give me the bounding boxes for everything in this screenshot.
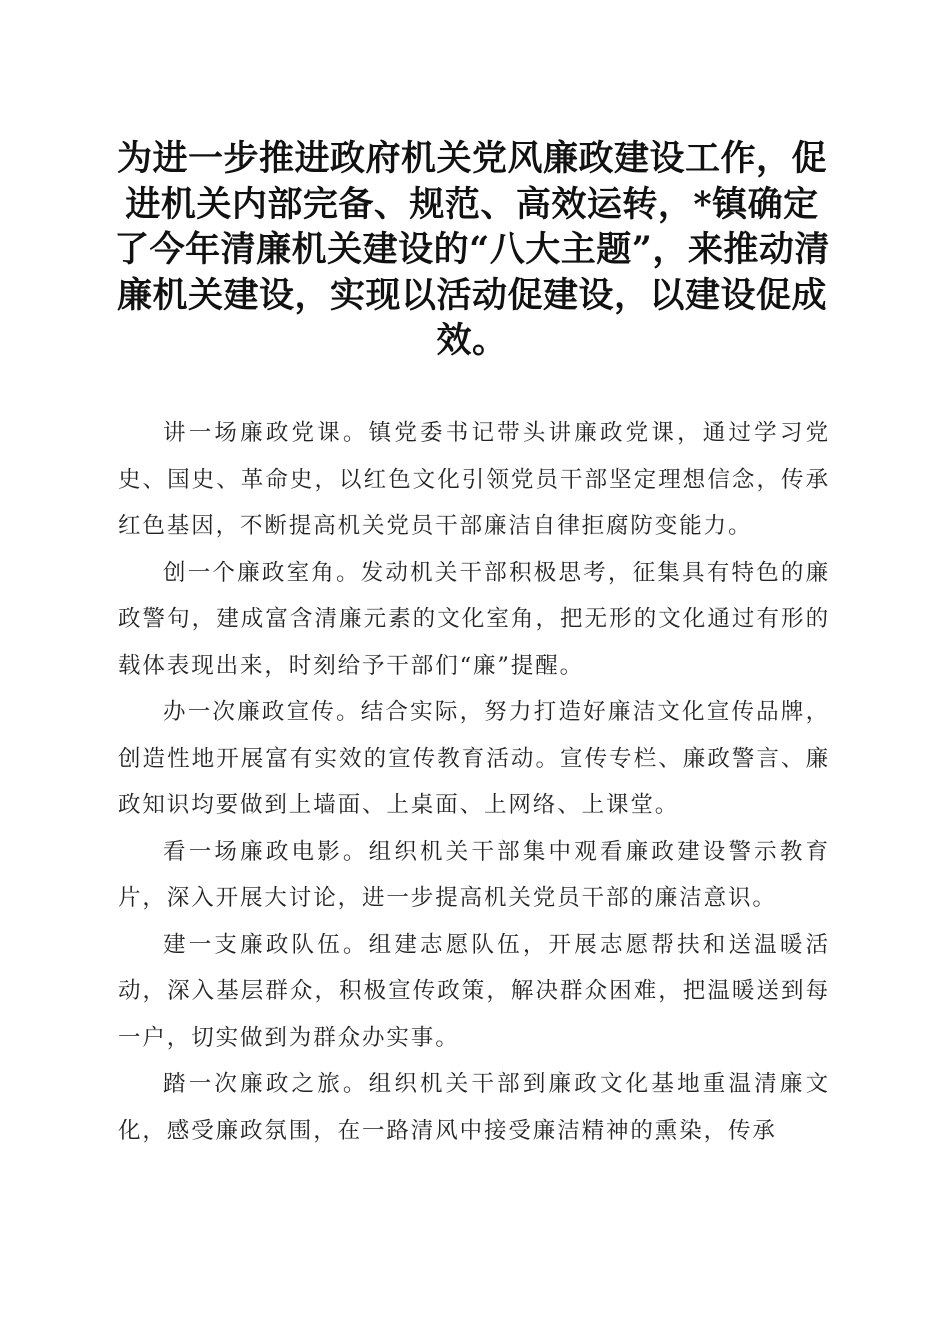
document-title: 为进一步推进政府机关党风廉政建设工作，促进机关内部完备、规范、高效运转，*镇确定了今年清廉机关建设的“八大主题”，来推动清廉机关建设，实现以活动促建设，以建设促成效。 — [114, 138, 830, 361]
paragraph-corner: 创一个廉政室角。发动机关干部积极思考，征集具有特色的廉政警句，建成富含清廉元素的文化室角，把无形的文化通过有形的载体表现出来，时刻给予干部们“廉”提醒。 — [118, 559, 830, 679]
paragraph-lecture: 讲一场廉政党课。镇党委书记带头讲廉政党课，通过学习党史、国史、革命史，以红色文化引领党员干部坚定理想信念，传承红色基因，不断提高机关党员干部廉洁自律拒腐防变能力。 — [118, 420, 830, 539]
paragraph-journey: 踏一次廉政之旅。组织机关干部到廉政文化基地重温清廉文化，感受廉政氛围，在一路清风中接受廉洁精神的熏染，传承 — [118, 1071, 830, 1144]
paragraph-team: 建一支廉政队伍。组建志愿队伍，开展志愿帮扶和送温暖活动，深入基层群众，积极宣传政策，解决群众困难，把温暖送到每一户，切实做到为群众办实事。 — [118, 931, 830, 1051]
document-body — [118, 410, 830, 1154]
paragraph-film: 看一场廉政电影。组织机关干部集中观看廉政建设警示教育片，深入开展大讨论，进一步提高机关党员干部的廉洁意识。 — [118, 838, 830, 911]
paragraph-publicity: 办一次廉政宣传。结合实际，努力打造好廉洁文化宣传品牌，创造性地开展富有实效的宣传教育活动。宣传专栏、廉政警言、廉政知识均要做到上墙面、上桌面、上网络、上课堂。 — [118, 699, 830, 818]
